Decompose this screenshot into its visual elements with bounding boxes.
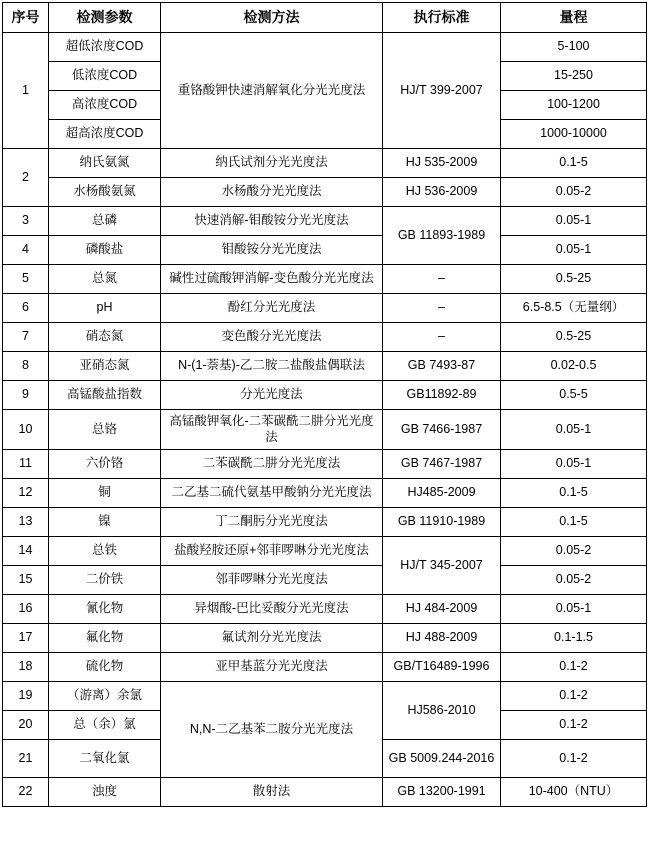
- table-row: [3, 207, 647, 236]
- table-row: [3, 566, 647, 595]
- table-row: [3, 508, 647, 537]
- cell-parameter: 纳氏氨氮: [49, 149, 161, 178]
- cell-no: 13: [3, 508, 49, 537]
- document-page: [0, 2, 648, 867]
- cell-standard: HJ485-2009: [383, 479, 501, 508]
- cell-standard: HJ 535-2009: [383, 149, 501, 178]
- cell-standard: GB 11893-1989: [383, 207, 501, 265]
- cell-range: 6.5-8.5（无量纲）: [501, 294, 647, 323]
- cell-range: 0.1-1.5: [501, 624, 647, 653]
- cell-range: 0.05-1: [501, 450, 647, 479]
- cell-no: 8: [3, 352, 49, 381]
- cell-no: 6: [3, 294, 49, 323]
- cell-parameter: 总铁: [49, 537, 161, 566]
- cell-parameter: 硝态氮: [49, 323, 161, 352]
- cell-parameter: 高浓度COD: [49, 91, 161, 120]
- cell-standard: –: [383, 265, 501, 294]
- cell-parameter: 总氮: [49, 265, 161, 294]
- cell-parameter: （游离）余氯: [49, 682, 161, 711]
- cell-no: 5: [3, 265, 49, 294]
- cell-parameter: 六价铬: [49, 450, 161, 479]
- cell-standard: –: [383, 323, 501, 352]
- cell-parameter: 铜: [49, 479, 161, 508]
- cell-method: 纳氏试剂分光光度法: [161, 149, 383, 178]
- cell-method: 快速消解-钼酸铵分光光度法: [161, 207, 383, 236]
- cell-parameter: 总磷: [49, 207, 161, 236]
- table-row: [3, 682, 647, 711]
- table-row: [3, 450, 647, 479]
- cell-range: 15-250: [501, 62, 647, 91]
- cell-method: 高锰酸钾氧化-二苯碳酰二肼分光光度法: [161, 410, 383, 450]
- cell-no: 18: [3, 653, 49, 682]
- cell-no: 14: [3, 537, 49, 566]
- cell-method: 碱性过硫酸钾消解-变色酸分光光度法: [161, 265, 383, 294]
- table-header-row: [3, 3, 647, 33]
- cell-range: 0.5-25: [501, 323, 647, 352]
- cell-range: 0.05-1: [501, 595, 647, 624]
- cell-range: 0.1-2: [501, 740, 647, 778]
- cell-standard: HJ586-2010: [383, 682, 501, 740]
- cell-standard: GB/T16489-1996: [383, 653, 501, 682]
- table-row: [3, 236, 647, 265]
- cell-range: 0.05-1: [501, 207, 647, 236]
- cell-standard: GB 11910-1989: [383, 508, 501, 537]
- cell-standard: GB 5009.244-2016: [383, 740, 501, 778]
- cell-no: 7: [3, 323, 49, 352]
- header-standard: 执行标准: [383, 3, 501, 33]
- cell-no: 20: [3, 711, 49, 740]
- cell-no: 19: [3, 682, 49, 711]
- cell-method: 亚甲基蓝分光光度法: [161, 653, 383, 682]
- cell-standard: GB 7466-1987: [383, 410, 501, 450]
- cell-no: 12: [3, 479, 49, 508]
- cell-parameter: 高锰酸盐指数: [49, 381, 161, 410]
- cell-range: 0.05-1: [501, 236, 647, 265]
- cell-no: 2: [3, 149, 49, 207]
- cell-method: 邻菲啰啉分光光度法: [161, 566, 383, 595]
- cell-method: 水杨酸分光光度法: [161, 178, 383, 207]
- cell-parameter: 亚硝态氮: [49, 352, 161, 381]
- table-row: [3, 352, 647, 381]
- cell-parameter: 低浓度COD: [49, 62, 161, 91]
- table-row: [3, 33, 647, 62]
- cell-parameter: 氰化物: [49, 595, 161, 624]
- cell-range: 0.5-25: [501, 265, 647, 294]
- cell-parameter: 水杨酸氨氮: [49, 178, 161, 207]
- cell-range: 0.1-5: [501, 479, 647, 508]
- table-row: [3, 778, 647, 807]
- cell-range: 0.1-5: [501, 149, 647, 178]
- cell-no: 10: [3, 410, 49, 450]
- table-row: [3, 595, 647, 624]
- table-row: [3, 537, 647, 566]
- cell-method: 氟试剂分光光度法: [161, 624, 383, 653]
- detection-parameters-table: [2, 2, 647, 807]
- cell-parameter: pH: [49, 294, 161, 323]
- table-row: [3, 624, 647, 653]
- cell-method: N-(1-萘基)-乙二胺二盐酸盐偶联法: [161, 352, 383, 381]
- cell-parameter: 总（余）氯: [49, 711, 161, 740]
- cell-range: 0.05-1: [501, 410, 647, 450]
- cell-range: 0.05-2: [501, 178, 647, 207]
- cell-method: 钼酸铵分光光度法: [161, 236, 383, 265]
- cell-method: 变色酸分光光度法: [161, 323, 383, 352]
- cell-no: 17: [3, 624, 49, 653]
- cell-range: 0.05-2: [501, 566, 647, 595]
- table-row: [3, 178, 647, 207]
- cell-no: 16: [3, 595, 49, 624]
- cell-standard: GB 7467-1987: [383, 450, 501, 479]
- cell-range: 0.02-0.5: [501, 352, 647, 381]
- cell-no: 4: [3, 236, 49, 265]
- cell-parameter: 超低浓度COD: [49, 33, 161, 62]
- cell-no: 15: [3, 566, 49, 595]
- cell-method: 盐酸羟胺还原+邻菲啰啉分光光度法: [161, 537, 383, 566]
- cell-range: 0.1-2: [501, 682, 647, 711]
- cell-parameter: 镍: [49, 508, 161, 537]
- cell-method: 异烟酸-巴比妥酸分光光度法: [161, 595, 383, 624]
- header-parameter: 检测参数: [49, 3, 161, 33]
- table-row: [3, 479, 647, 508]
- cell-parameter: 二价铁: [49, 566, 161, 595]
- cell-no: 1: [3, 33, 49, 149]
- header-no: 序号: [3, 3, 49, 33]
- cell-standard: HJ 488-2009: [383, 624, 501, 653]
- cell-standard: HJ 536-2009: [383, 178, 501, 207]
- table-row: [3, 653, 647, 682]
- cell-no: 3: [3, 207, 49, 236]
- cell-range: 5-100: [501, 33, 647, 62]
- header-method: 检测方法: [161, 3, 383, 33]
- cell-range: 0.1-2: [501, 711, 647, 740]
- cell-method: N,N-二乙基苯二胺分光光度法: [161, 682, 383, 778]
- cell-range: 0.1-5: [501, 508, 647, 537]
- cell-standard: GB11892-89: [383, 381, 501, 410]
- cell-parameter: 硫化物: [49, 653, 161, 682]
- table-row: [3, 265, 647, 294]
- cell-method: 二乙基二硫代氨基甲酸钠分光光度法: [161, 479, 383, 508]
- table-row: [3, 410, 647, 450]
- cell-range: 0.05-2: [501, 537, 647, 566]
- cell-parameter: 总铬: [49, 410, 161, 450]
- header-range: 量程: [501, 3, 647, 33]
- cell-standard: GB 7493-87: [383, 352, 501, 381]
- cell-standard: HJ 484-2009: [383, 595, 501, 624]
- cell-no: 11: [3, 450, 49, 479]
- cell-range: 1000-10000: [501, 120, 647, 149]
- table-row: [3, 323, 647, 352]
- cell-standard: HJ/T 399-2007: [383, 33, 501, 149]
- cell-no: 22: [3, 778, 49, 807]
- cell-method: 丁二酮肟分光光度法: [161, 508, 383, 537]
- cell-parameter: 磷酸盐: [49, 236, 161, 265]
- cell-method: 酚红分光光度法: [161, 294, 383, 323]
- cell-standard: HJ/T 345-2007: [383, 537, 501, 595]
- cell-range: 0.1-2: [501, 653, 647, 682]
- cell-parameter: 氟化物: [49, 624, 161, 653]
- cell-standard: GB 13200-1991: [383, 778, 501, 807]
- cell-method: 重铬酸钾快速消解氧化分光光度法: [161, 33, 383, 149]
- cell-parameter: 超高浓度COD: [49, 120, 161, 149]
- cell-parameter: 二氧化氯: [49, 740, 161, 778]
- cell-method: 二苯碳酰二肼分光光度法: [161, 450, 383, 479]
- cell-standard: –: [383, 294, 501, 323]
- cell-parameter: 浊度: [49, 778, 161, 807]
- cell-range: 0.5-5: [501, 381, 647, 410]
- cell-method: 分光光度法: [161, 381, 383, 410]
- table-row: [3, 294, 647, 323]
- cell-method: 散射法: [161, 778, 383, 807]
- cell-no: 9: [3, 381, 49, 410]
- cell-no: 21: [3, 740, 49, 778]
- cell-range: 10-400（NTU）: [501, 778, 647, 807]
- table-row: [3, 381, 647, 410]
- table-row: [3, 149, 647, 178]
- cell-range: 100-1200: [501, 91, 647, 120]
